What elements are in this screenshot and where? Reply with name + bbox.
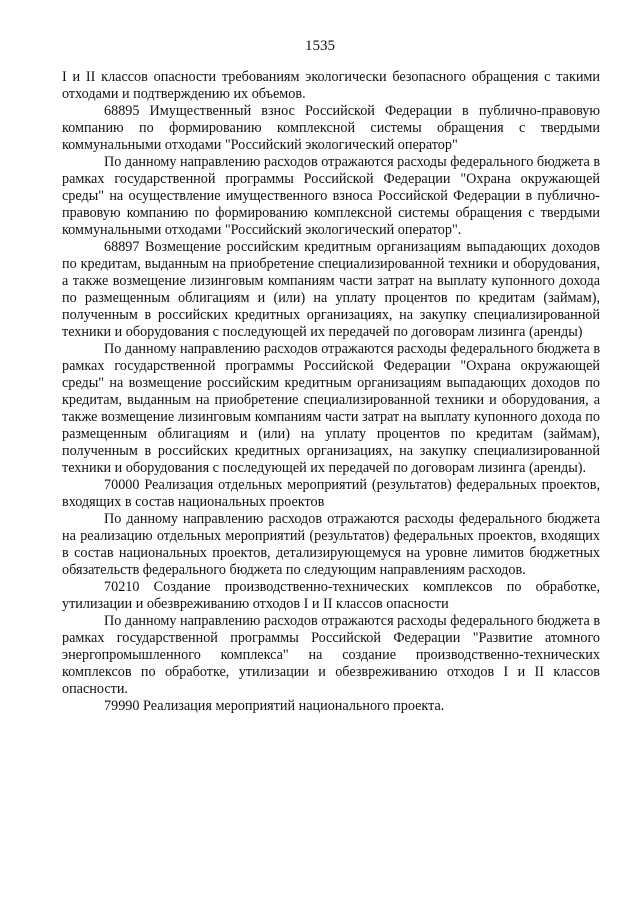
paragraph-heading-68895: 68895 Имущественный взнос Российской Федерации в публично-правовую компанию по формированию комплексной системы обращения с твердыми коммунальными отходами "Российский экологический оператор"	[62, 103, 600, 153]
paragraph-description-70000: По данному направлению расходов отражаются расходы федерального бюджета на реализацию отдельных мероприятий (результатов) федеральных проектов, входящих в состав национальных проектов, детализирующемуся на уровне лимитов бюджетных обязательств федерального бюджета по следующим направлениям расходов.	[62, 511, 600, 578]
paragraph-heading-70000: 70000 Реализация отдельных мероприятий (результатов) федеральных проектов, входящих в состав национальных проектов	[62, 477, 600, 510]
page-number: 1535	[305, 38, 335, 54]
paragraph-heading-79990: 79990 Реализация мероприятий национального проекта.	[104, 698, 445, 714]
document-body	[62, 69, 600, 715]
paragraph-description-68895: По данному направлению расходов отражаются расходы федерального бюджета в рамках государственной программы Российской Федерации "Охрана окружающей среды" на осуществление имущественного взноса Российской Федерации в публично-правовую компанию по формированию комплексной системы обращения с твердыми коммунальными отходами "Российский экологический оператор".	[62, 154, 601, 238]
paragraph-continuation: I и II классов опасности требованиям экологически безопасного обращения с такими отходами и подтверждению их объемов.	[62, 69, 600, 102]
paragraph-heading-70210: 70210 Создание производственно-технических комплексов по обработке, утилизации и обезвреживанию отходов I и II классов опасности	[62, 579, 600, 612]
paragraph-description-68897: По данному направлению расходов отражаются расходы федерального бюджета в рамках государственной программы Российской Федерации "Охрана окружающей среды" на возмещение российским кредитным организациям выпадающих доходов по кредитам, выданным на приобретение специализированной техники и оборудования, а также возмещение лизинговым компаниям части затрат на выплату купонного дохода по размещенным облигациям и (или) на уплату процентов по кредитам (займам), полученным в российских кредитных организациях, на закупку специализированной техники и оборудования с последующей их передачей по договорам лизинга (аренды).	[62, 341, 601, 476]
paragraph-heading-68897: 68897 Возмещение российским кредитным организациям выпадающих доходов по кредитам, выданным на приобретение специализированной техники и оборудования, а также возмещение лизинговым компаниям части затрат на выплату купонного дохода по размещенным облигациям и (или) на уплату процентов по кредитам (займам), полученным в российских кредитных организациях, на закупку специализированной техники и оборудования с последующей их передачей по договорам лизинга (аренды)	[62, 239, 600, 340]
paragraph-description-70210: По данному направлению расходов отражаются расходы федерального бюджета в рамках государственной программы Российской Федерации "Развитие атомного энергопромышленного комплекса" на создание производственно-технических комплексов по обработке, утилизации и обезвреживанию отходов I и II классов опасности.	[62, 613, 601, 697]
